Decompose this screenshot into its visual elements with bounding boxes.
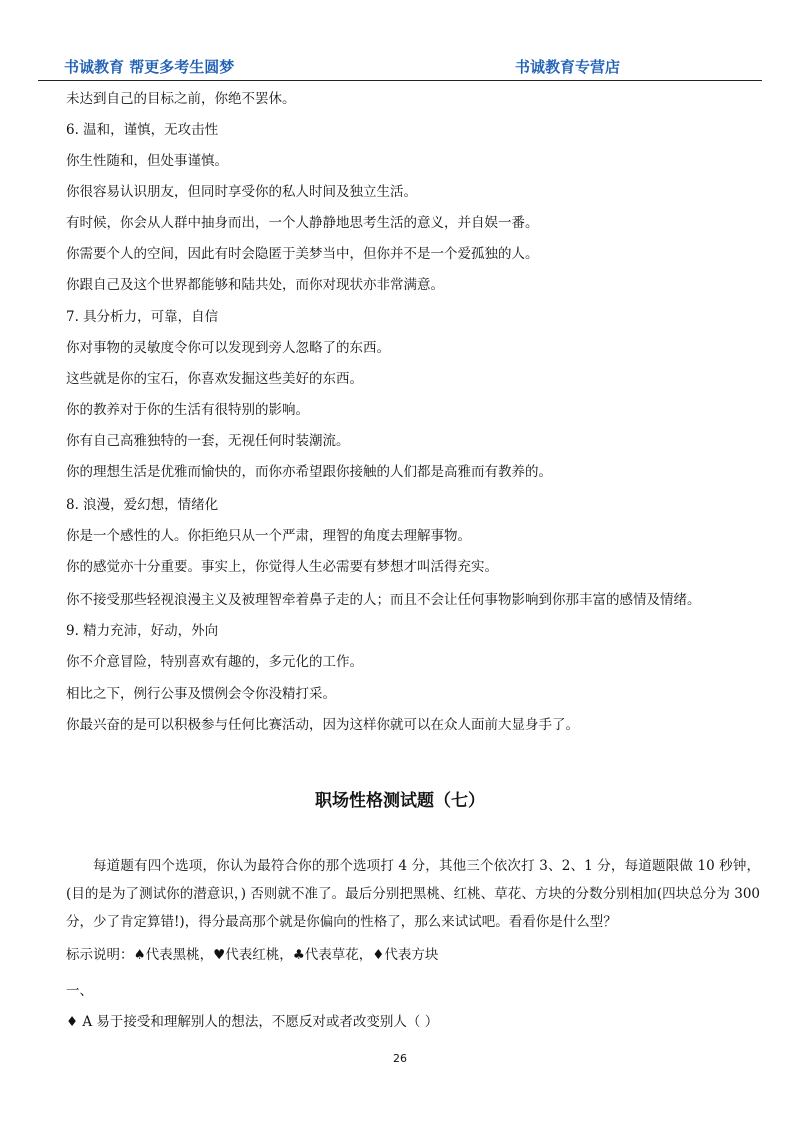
item-heading-8: 8. 浪漫，爱幻想，情绪化 — [66, 497, 219, 513]
text-line: 你生性随和，但处事谨慎。 — [66, 153, 228, 169]
text-line: 你最兴奋的是可以积极参与任何比赛活动，因为这样你就可以在众人面前大显身手了。 — [66, 717, 579, 733]
text-line: 你的感觉亦十分重要。事实上，你觉得人生必需要有梦想才叫活得充实。 — [66, 559, 498, 575]
page-number: 26 — [393, 1052, 407, 1065]
text-line: 你不接受那些轻视浪漫主义及被理智牵着鼻子走的人；而且不会让任何事物影响到你那丰富的感情及情绪。 — [66, 592, 701, 608]
page-header — [38, 56, 762, 81]
item-heading-9: 9. 精力充沛，好动，外向 — [66, 623, 219, 639]
text-line: 你不介意冒险，特别喜欢有趣的，多元化的工作。 — [66, 654, 363, 670]
text-line: 你的教养对于你的生活有很特别的影响。 — [66, 402, 309, 418]
text-line: 未达到自己的目标之前，你绝不罢休。 — [66, 91, 296, 107]
text-line: 你跟自己及这个世界都能够和陆共处，而你对现状亦非常满意。 — [66, 277, 444, 293]
text-line: 你有自己高雅独特的一套，无视任何时装潮流。 — [66, 433, 350, 449]
legend-line: 标示说明：♠代表黑桃，♥代表红桃，♣代表草花，♦代表方块 — [66, 947, 439, 963]
text-line: 相比之下，例行公事及惯例会令你没精打采。 — [66, 686, 336, 702]
item-heading-7: 7. 具分析力，可靠，自信 — [66, 309, 219, 325]
header-store-name: 书诚教育专营店 — [514, 58, 620, 76]
text-line: 你是一个感性的人。你拒绝只从一个严肃，理智的角度去理解事物。 — [66, 528, 471, 544]
text-line: 你对事物的灵敏度令你可以发现到旁人忽略了的东西。 — [66, 340, 390, 356]
text-line: 有时候，你会从人群中抽身而出，一个人静静地思考生活的意义，并自娱一番。 — [66, 215, 539, 231]
question-number: 一、 — [66, 983, 93, 999]
text-line: 你很容易认识朋友，但同时享受你的私人时间及独立生活。 — [66, 184, 417, 200]
question-option-a: ♦ A 易于接受和理解别人的想法，不愿反对或者改变别人（ ） — [66, 1014, 439, 1030]
section-title: 职场性格测试题（七） — [315, 791, 485, 811]
item-heading-6: 6. 温和，谨慎，无攻击性 — [66, 122, 219, 138]
text-line: 你的理想生活是优雅而愉快的，而你亦希望跟你接触的人们都是高雅而有教养的。 — [66, 464, 552, 480]
intro-paragraph: 每道题有四个选项，你认为最符合你的那个选项打 4 分，其他三个依次打 3、2、1 分，每道题限做 10 秒钟，(目的是为了测试你的潜意识，) 否则就不准了。最后分别把黑桃、红桃、草花、方块的分数分别相加(四块总分为 300 分，少了肯定算错!)，得分最高那个就是你偏向的性格了，那么来试试吧。看看你是什么型？ — [66, 858, 760, 930]
text-line: 这些就是你的宝石，你喜欢发掘这些美好的东西。 — [66, 371, 363, 387]
text-line: 你需要个人的空间，因此有时会隐匿于美梦当中，但你并不是一个爱孤独的人。 — [66, 246, 539, 262]
header-slogan: 书诚教育 帮更多考生圆梦 — [64, 58, 235, 76]
